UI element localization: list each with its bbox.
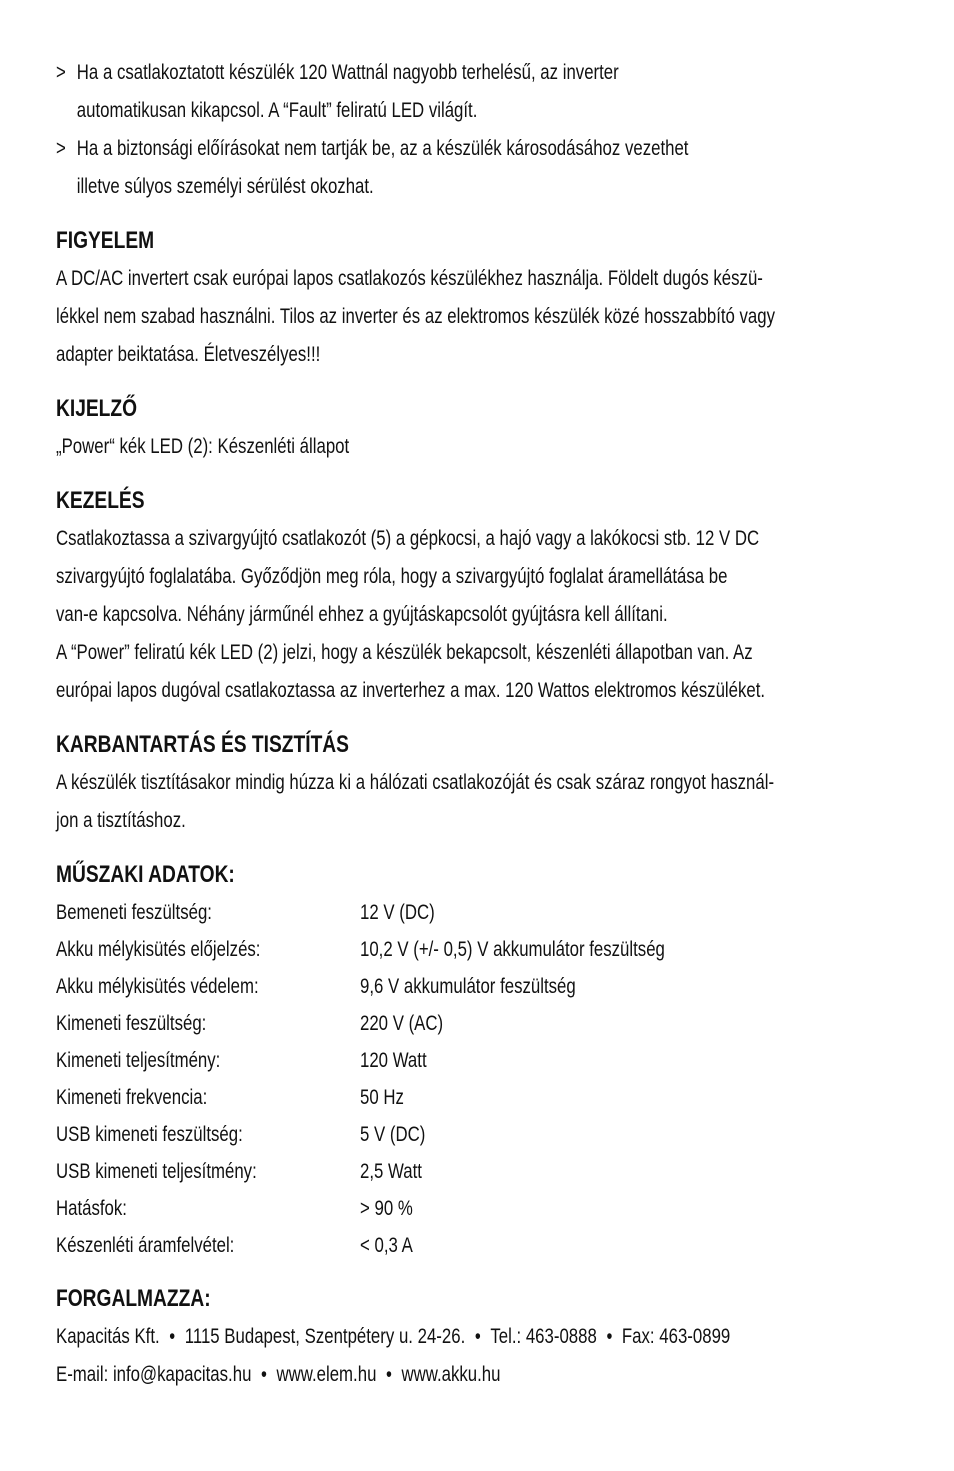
spec-row [56,1116,906,1153]
section-specs [56,856,906,1264]
paragraph-line: lékkel nem szabad használni. Tilos az inverter és az elektromos készülék közé hosszabbító vagy [56,305,776,328]
spec-label: Bemeneti feszültség: [56,901,212,924]
section-heading: FORGALMAZZA: [56,1285,211,1312]
section-heading: FIGYELEM [56,227,155,254]
spec-label: USB kimeneti feszültség: [56,1123,243,1146]
warning-list [56,54,906,206]
warning-line: illetve súlyos személyi sérülést okozhat. [76,175,374,198]
warning-item [56,130,906,206]
section-heading: MŰSZAKI ADATOK: [56,861,235,888]
bullet-dot-icon: • [606,1325,613,1348]
section-distributor [56,1280,906,1394]
spec-row [56,1005,906,1042]
spec-label: Akku mélykisütés előjelzés: [56,938,261,961]
website-link: www.elem.hu [276,1363,377,1386]
spec-row [56,1153,906,1190]
spec-row [56,931,906,968]
section-figyelem [56,222,906,374]
paragraph-line: Csatlakoztassa a szivargyújtó csatlakozót (5) a gépkocsi, a hajó vagy a lakókocsi stb. 12 V DC [56,527,760,550]
spec-row [56,1079,906,1116]
spec-row [56,1042,906,1079]
warning-line: automatikusan kikapcsol. A “Fault” feliratú LED világít. [76,99,478,122]
spec-row [56,894,906,931]
paragraph-line: A DC/AC invertert csak európai lapos csatlakozós készülékhez használja. Földelt dugós készü- [56,267,763,290]
paragraph-line: adapter beiktatása. Életveszélyes!!! [56,343,321,366]
spec-row [56,1227,906,1264]
paragraph-line: szivargyújtó foglalatába. Győződjön meg róla, hogy a szivargyújtó foglalat áramellátása be [56,565,728,588]
company-name: Kapacitás Kft. [56,1325,160,1348]
section-heading: KARBANTARTÁS ÉS TISZTÍTÁS [56,731,349,758]
contact-line [56,1356,906,1394]
spec-row [56,968,906,1005]
spec-label: USB kimeneti teljesítmény: [56,1160,257,1183]
spec-label: Hatásfok: [56,1197,127,1220]
spec-value: > 90 % [360,1197,413,1220]
paragraph-line: A “Power” feliratú kék LED (2) jelzi, hogy a készülék bekapcsolt, készenléti állapotban van. Az [56,641,753,664]
spec-value: 50 Hz [360,1086,404,1109]
paragraph-line: A készülék tisztításakor mindig húzza ki a hálózati csatlakozóját és csak száraz rongyot használ- [56,771,775,794]
section-kijelzo [56,390,906,466]
bullet-dot-icon: • [261,1363,267,1386]
section-heading: KEZELÉS [56,487,145,514]
spec-value: 120 Watt [360,1049,427,1072]
section-heading: KIJELZŐ [56,395,138,422]
spec-value: 10,2 V (+/- 0,5) V akkumulátor feszültség [360,938,665,961]
company-email: E-mail: info@kapacitas.hu [56,1363,252,1386]
paragraph-line: „Power“ kék LED (2): Készenléti állapot [56,435,350,458]
spec-value: 9,6 V akkumulátor feszültség [360,975,576,998]
spec-value: 12 V (DC) [360,901,435,924]
spec-value: 220 V (AC) [360,1012,444,1035]
bullet-dot-icon: • [386,1363,392,1386]
bullet-arrow-icon: > [56,137,66,160]
section-kezeles [56,482,906,710]
spec-label: Kimeneti frekvencia: [56,1086,208,1109]
paragraph-line: jon a tisztításhoz. [56,809,186,832]
paragraph-line: van-e kapcsolva. Néhány járműnél ehhez a gyújtáskapcsolót gyújtásra kell állítani. [56,603,668,626]
warning-line: Ha a biztonsági előírásokat nem tartják be, az a készülék károsodásához vezethet [76,137,689,160]
warning-item [56,54,906,130]
bullet-dot-icon: • [169,1325,176,1348]
company-address: 1115 Budapest, Szentpétery u. 24-26. [184,1325,466,1348]
warning-line: Ha a csatlakoztatott készülék 120 Wattnál nagyobb terhelésű, az inverter [76,61,619,84]
paragraph-line: európai lapos dugóval csatlakoztassa az inverterhez a max. 120 Wattos elektromos készüléket. [56,679,766,702]
bullet-dot-icon: • [474,1325,481,1348]
contact-line [56,1318,906,1356]
company-phone: Tel.: 463-0888 [490,1325,597,1348]
section-karbantartas [56,726,906,840]
website-link: www.akku.hu [401,1363,501,1386]
manual-page [56,54,906,1394]
spec-label: Készenléti áramfelvétel: [56,1234,235,1257]
spec-label: Kimeneti teljesítmény: [56,1049,221,1072]
company-fax: Fax: 463-0899 [621,1325,731,1348]
spec-value: < 0,3 A [360,1234,413,1257]
spec-label: Akku mélykisütés védelem: [56,975,259,998]
bullet-arrow-icon: > [56,61,66,84]
spec-label: Kimeneti feszültség: [56,1012,207,1035]
spec-value: 2,5 Watt [360,1160,422,1183]
spec-value: 5 V (DC) [360,1123,426,1146]
spec-row [56,1190,906,1227]
